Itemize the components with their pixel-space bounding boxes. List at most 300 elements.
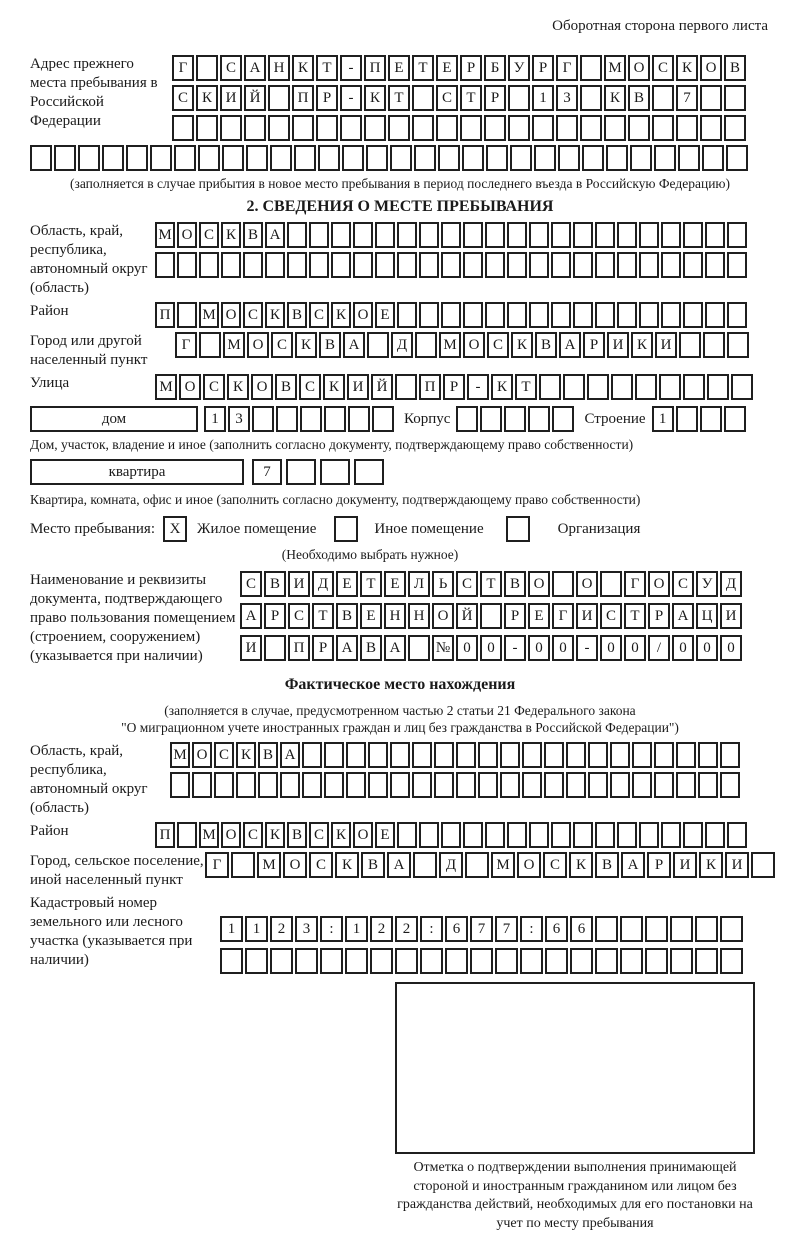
char-cell[interactable]: 1 [204, 406, 226, 432]
char-cell[interactable] [300, 406, 322, 432]
char-cell[interactable]: О [247, 332, 269, 358]
char-cell[interactable] [588, 772, 608, 798]
char-cell[interactable]: В [361, 852, 385, 878]
char-cell[interactable]: 2 [395, 916, 418, 942]
char-cell[interactable]: К [631, 332, 653, 358]
char-cell[interactable]: Е [436, 55, 458, 81]
char-cell[interactable]: М [604, 55, 626, 81]
char-cell[interactable]: Н [384, 603, 406, 629]
char-cell[interactable] [366, 145, 388, 171]
char-cell[interactable] [529, 222, 549, 248]
char-cell[interactable] [532, 115, 554, 141]
char-cell[interactable] [654, 145, 676, 171]
char-cell[interactable]: И [220, 85, 242, 111]
char-cell[interactable]: Ь [432, 571, 454, 597]
char-cell[interactable]: В [336, 603, 358, 629]
char-cell[interactable]: Т [480, 571, 502, 597]
char-cell[interactable] [252, 406, 274, 432]
char-cell[interactable] [420, 948, 443, 974]
char-cell[interactable] [276, 406, 298, 432]
char-cell[interactable] [270, 948, 293, 974]
char-cell[interactable]: 3 [295, 916, 318, 942]
char-cell[interactable] [172, 115, 194, 141]
char-cell[interactable]: М [155, 222, 175, 248]
char-cell[interactable] [595, 252, 615, 278]
char-cell[interactable]: О [576, 571, 598, 597]
char-cell[interactable]: 1 [220, 916, 243, 942]
char-cell[interactable] [486, 145, 508, 171]
char-cell[interactable]: С [487, 332, 509, 358]
char-cell[interactable] [707, 374, 729, 400]
char-cell[interactable]: Г [175, 332, 197, 358]
char-cell[interactable] [198, 145, 220, 171]
char-cell[interactable]: Е [360, 603, 382, 629]
char-cell[interactable] [604, 115, 626, 141]
char-cell[interactable]: 7 [495, 916, 518, 942]
char-cell[interactable] [264, 635, 286, 661]
char-cell[interactable]: К [221, 222, 241, 248]
char-cell[interactable]: 1 [345, 916, 368, 942]
char-cell[interactable]: М [199, 822, 219, 848]
char-cell[interactable]: Р [264, 603, 286, 629]
char-cell[interactable] [529, 302, 549, 328]
char-cell[interactable]: С [203, 374, 225, 400]
char-cell[interactable] [529, 822, 549, 848]
char-cell[interactable]: П [155, 822, 175, 848]
char-cell[interactable] [463, 222, 483, 248]
char-cell[interactable]: 6 [570, 916, 593, 942]
char-cell[interactable] [353, 222, 373, 248]
char-cell[interactable] [460, 115, 482, 141]
char-cell[interactable]: О [528, 571, 550, 597]
char-cell[interactable] [324, 406, 346, 432]
char-cell[interactable]: В [628, 85, 650, 111]
char-cell[interactable]: С [652, 55, 674, 81]
char-cell[interactable] [661, 252, 681, 278]
char-cell[interactable] [318, 145, 340, 171]
char-cell[interactable] [324, 772, 344, 798]
char-cell[interactable]: А [387, 852, 411, 878]
char-cell[interactable]: Й [456, 603, 478, 629]
char-cell[interactable] [534, 145, 556, 171]
char-cell[interactable] [126, 145, 148, 171]
char-cell[interactable] [196, 55, 218, 81]
char-cell[interactable]: К [699, 852, 723, 878]
char-cell[interactable]: 0 [480, 635, 502, 661]
char-cell[interactable] [485, 222, 505, 248]
char-cell[interactable] [632, 742, 652, 768]
char-cell[interactable]: Е [388, 55, 410, 81]
char-cell[interactable]: И [725, 852, 749, 878]
char-cell[interactable] [150, 145, 172, 171]
char-cell[interactable]: С [600, 603, 622, 629]
char-cell[interactable] [331, 252, 351, 278]
char-cell[interactable]: В [287, 302, 307, 328]
char-cell[interactable] [270, 145, 292, 171]
char-cell[interactable] [370, 948, 393, 974]
char-cell[interactable]: У [696, 571, 718, 597]
char-cell[interactable]: А [280, 742, 300, 768]
char-cell[interactable]: Т [360, 571, 382, 597]
char-cell[interactable] [595, 222, 615, 248]
char-cell[interactable] [286, 459, 316, 485]
char-cell[interactable]: И [673, 852, 697, 878]
char-cell[interactable]: С [543, 852, 567, 878]
char-cell[interactable] [620, 948, 643, 974]
char-cell[interactable] [294, 145, 316, 171]
char-cell[interactable] [434, 772, 454, 798]
char-cell[interactable]: О [192, 742, 212, 768]
char-cell[interactable]: К [331, 302, 351, 328]
char-cell[interactable] [552, 571, 574, 597]
char-cell[interactable] [245, 948, 268, 974]
char-cell[interactable] [412, 772, 432, 798]
char-cell[interactable] [522, 772, 542, 798]
char-cell[interactable]: В [595, 852, 619, 878]
char-cell[interactable] [419, 822, 439, 848]
char-cell[interactable] [727, 302, 747, 328]
char-cell[interactable]: О [517, 852, 541, 878]
char-cell[interactable] [727, 332, 749, 358]
char-cell[interactable] [720, 948, 743, 974]
char-cell[interactable] [654, 742, 674, 768]
char-cell[interactable] [610, 772, 630, 798]
char-cell[interactable] [292, 115, 314, 141]
char-cell[interactable]: 7 [470, 916, 493, 942]
char-cell[interactable] [413, 852, 437, 878]
char-cell[interactable] [480, 603, 502, 629]
char-cell[interactable] [520, 948, 543, 974]
char-cell[interactable]: С [299, 374, 321, 400]
char-cell[interactable]: Д [439, 852, 463, 878]
char-cell[interactable] [724, 406, 746, 432]
char-cell[interactable] [544, 772, 564, 798]
char-cell[interactable] [434, 742, 454, 768]
char-cell[interactable] [683, 374, 705, 400]
char-cell[interactable] [462, 145, 484, 171]
char-cell[interactable]: А [559, 332, 581, 358]
char-cell[interactable] [231, 852, 255, 878]
char-cell[interactable] [243, 252, 263, 278]
char-cell[interactable]: К [292, 55, 314, 81]
char-cell[interactable] [654, 772, 674, 798]
char-cell[interactable] [551, 252, 571, 278]
char-cell[interactable]: В [319, 332, 341, 358]
char-cell[interactable]: П [292, 85, 314, 111]
char-cell[interactable] [508, 115, 530, 141]
char-cell[interactable]: 0 [696, 635, 718, 661]
char-cell[interactable]: К [335, 852, 359, 878]
char-cell[interactable] [595, 948, 618, 974]
char-cell[interactable] [731, 374, 753, 400]
char-cell[interactable] [510, 145, 532, 171]
char-cell[interactable] [695, 948, 718, 974]
char-cell[interactable] [485, 302, 505, 328]
char-cell[interactable]: К [236, 742, 256, 768]
char-cell[interactable] [573, 302, 593, 328]
char-cell[interactable] [287, 222, 307, 248]
char-cell[interactable]: В [504, 571, 526, 597]
char-cell[interactable] [645, 916, 668, 942]
char-cell[interactable]: С [288, 603, 310, 629]
char-cell[interactable] [570, 948, 593, 974]
char-cell[interactable] [635, 374, 657, 400]
char-cell[interactable] [676, 772, 696, 798]
char-cell[interactable] [700, 115, 722, 141]
char-cell[interactable]: 0 [456, 635, 478, 661]
char-cell[interactable] [606, 145, 628, 171]
char-cell[interactable]: В [360, 635, 382, 661]
char-cell[interactable] [639, 822, 659, 848]
char-cell[interactable]: И [720, 603, 742, 629]
char-cell[interactable]: К [227, 374, 249, 400]
char-cell[interactable] [580, 115, 602, 141]
char-cell[interactable]: 0 [528, 635, 550, 661]
char-cell[interactable]: - [340, 85, 362, 111]
char-cell[interactable]: К [265, 302, 285, 328]
char-cell[interactable] [220, 115, 242, 141]
char-cell[interactable] [720, 772, 740, 798]
char-cell[interactable] [587, 374, 609, 400]
char-cell[interactable] [566, 772, 586, 798]
char-cell[interactable]: П [288, 635, 310, 661]
char-cell[interactable]: С [220, 55, 242, 81]
char-cell[interactable] [504, 406, 526, 432]
char-cell[interactable] [645, 948, 668, 974]
char-cell[interactable]: Р [504, 603, 526, 629]
char-cell[interactable]: Т [515, 374, 537, 400]
char-cell[interactable] [397, 222, 417, 248]
char-cell[interactable]: 0 [624, 635, 646, 661]
char-cell[interactable]: Р [648, 603, 670, 629]
char-cell[interactable]: / [648, 635, 670, 661]
char-cell[interactable]: М [439, 332, 461, 358]
char-cell[interactable] [720, 916, 743, 942]
char-cell[interactable]: О [221, 822, 241, 848]
char-cell[interactable] [724, 115, 746, 141]
char-cell[interactable]: 0 [672, 635, 694, 661]
char-cell[interactable] [507, 822, 527, 848]
char-cell[interactable] [395, 374, 417, 400]
char-cell[interactable]: : [420, 916, 443, 942]
char-cell[interactable] [639, 222, 659, 248]
char-cell[interactable] [316, 115, 338, 141]
char-cell[interactable]: Е [384, 571, 406, 597]
char-cell[interactable] [600, 571, 622, 597]
char-cell[interactable] [529, 252, 549, 278]
char-cell[interactable] [397, 302, 417, 328]
char-cell[interactable] [78, 145, 100, 171]
char-cell[interactable] [507, 302, 527, 328]
char-cell[interactable]: Г [556, 55, 578, 81]
char-cell[interactable] [507, 222, 527, 248]
char-cell[interactable]: О [177, 222, 197, 248]
char-cell[interactable] [700, 406, 722, 432]
char-cell[interactable]: - [340, 55, 362, 81]
char-cell[interactable] [220, 948, 243, 974]
char-cell[interactable] [412, 742, 432, 768]
char-cell[interactable]: 0 [600, 635, 622, 661]
char-cell[interactable]: И [655, 332, 677, 358]
char-cell[interactable] [390, 772, 410, 798]
char-cell[interactable]: И [240, 635, 262, 661]
char-cell[interactable] [390, 742, 410, 768]
char-cell[interactable]: С [309, 852, 333, 878]
char-cell[interactable]: О [432, 603, 454, 629]
char-cell[interactable] [632, 772, 652, 798]
char-cell[interactable]: 6 [445, 916, 468, 942]
char-cell[interactable] [705, 822, 725, 848]
char-cell[interactable] [544, 742, 564, 768]
char-cell[interactable]: 1 [532, 85, 554, 111]
char-cell[interactable]: И [576, 603, 598, 629]
char-cell[interactable]: Р [583, 332, 605, 358]
char-cell[interactable] [705, 252, 725, 278]
char-cell[interactable] [617, 822, 637, 848]
char-cell[interactable] [676, 406, 698, 432]
char-cell[interactable] [702, 145, 724, 171]
char-cell[interactable]: Р [443, 374, 465, 400]
char-cell[interactable] [628, 115, 650, 141]
char-cell[interactable]: К [295, 332, 317, 358]
char-cell[interactable] [221, 252, 241, 278]
char-cell[interactable] [372, 406, 394, 432]
char-cell[interactable] [683, 822, 703, 848]
char-cell[interactable] [236, 772, 256, 798]
char-cell[interactable]: В [243, 222, 263, 248]
char-cell[interactable]: О [221, 302, 241, 328]
char-cell[interactable] [258, 772, 278, 798]
char-cell[interactable]: Г [205, 852, 229, 878]
char-cell[interactable]: М [170, 742, 190, 768]
char-cell[interactable]: К [569, 852, 593, 878]
char-cell[interactable]: Л [408, 571, 430, 597]
char-cell[interactable]: 2 [370, 916, 393, 942]
char-cell[interactable] [545, 948, 568, 974]
char-cell[interactable]: : [320, 916, 343, 942]
char-cell[interactable] [438, 145, 460, 171]
char-cell[interactable] [500, 742, 520, 768]
char-cell[interactable] [196, 115, 218, 141]
char-cell[interactable]: Е [336, 571, 358, 597]
kvartira-field[interactable]: квартира [30, 459, 244, 485]
char-cell[interactable] [414, 145, 436, 171]
char-cell[interactable]: К [676, 55, 698, 81]
char-cell[interactable]: С [214, 742, 234, 768]
char-cell[interactable]: К [323, 374, 345, 400]
char-cell[interactable]: Д [312, 571, 334, 597]
char-cell[interactable]: К [331, 822, 351, 848]
char-cell[interactable]: А [336, 635, 358, 661]
char-cell[interactable] [695, 916, 718, 942]
char-cell[interactable] [192, 772, 212, 798]
char-cell[interactable]: Т [460, 85, 482, 111]
char-cell[interactable]: О [700, 55, 722, 81]
char-cell[interactable] [463, 252, 483, 278]
char-cell[interactable]: В [287, 822, 307, 848]
char-cell[interactable]: Н [268, 55, 290, 81]
char-cell[interactable] [177, 252, 197, 278]
char-cell[interactable]: 1 [652, 406, 674, 432]
char-cell[interactable] [580, 85, 602, 111]
char-cell[interactable] [595, 302, 615, 328]
char-cell[interactable] [199, 332, 221, 358]
char-cell[interactable] [309, 252, 329, 278]
char-cell[interactable] [222, 145, 244, 171]
char-cell[interactable] [573, 822, 593, 848]
char-cell[interactable]: А [244, 55, 266, 81]
char-cell[interactable] [368, 742, 388, 768]
char-cell[interactable]: И [607, 332, 629, 358]
char-cell[interactable]: 2 [270, 916, 293, 942]
char-cell[interactable]: 3 [228, 406, 250, 432]
char-cell[interactable] [170, 772, 190, 798]
char-cell[interactable] [412, 115, 434, 141]
char-cell[interactable] [324, 742, 344, 768]
char-cell[interactable] [652, 85, 674, 111]
char-cell[interactable] [500, 772, 520, 798]
char-cell[interactable] [354, 459, 384, 485]
char-cell[interactable] [508, 85, 530, 111]
char-cell[interactable] [280, 772, 300, 798]
checkbox-zhiloe[interactable]: X [163, 516, 187, 542]
char-cell[interactable] [678, 145, 700, 171]
char-cell[interactable]: А [240, 603, 262, 629]
char-cell[interactable] [246, 145, 268, 171]
char-cell[interactable] [751, 852, 775, 878]
char-cell[interactable]: М [155, 374, 177, 400]
char-cell[interactable]: А [265, 222, 285, 248]
char-cell[interactable] [522, 742, 542, 768]
char-cell[interactable] [265, 252, 285, 278]
char-cell[interactable] [661, 302, 681, 328]
char-cell[interactable] [610, 742, 630, 768]
char-cell[interactable] [661, 822, 681, 848]
char-cell[interactable] [563, 374, 585, 400]
char-cell[interactable] [478, 742, 498, 768]
dom-field[interactable]: дом [30, 406, 198, 432]
char-cell[interactable]: О [628, 55, 650, 81]
char-cell[interactable] [346, 742, 366, 768]
char-cell[interactable]: Й [371, 374, 393, 400]
char-cell[interactable] [397, 822, 417, 848]
char-cell[interactable] [556, 115, 578, 141]
char-cell[interactable]: Т [624, 603, 646, 629]
char-cell[interactable] [463, 302, 483, 328]
char-cell[interactable] [727, 822, 747, 848]
char-cell[interactable] [507, 252, 527, 278]
char-cell[interactable] [670, 916, 693, 942]
char-cell[interactable]: : [520, 916, 543, 942]
char-cell[interactable]: - [504, 635, 526, 661]
char-cell[interactable] [214, 772, 234, 798]
char-cell[interactable]: О [648, 571, 670, 597]
char-cell[interactable]: М [491, 852, 515, 878]
char-cell[interactable] [661, 222, 681, 248]
char-cell[interactable]: Н [408, 603, 430, 629]
char-cell[interactable] [617, 302, 637, 328]
char-cell[interactable]: С [309, 302, 329, 328]
char-cell[interactable] [465, 852, 489, 878]
char-cell[interactable]: П [419, 374, 441, 400]
char-cell[interactable]: К [491, 374, 513, 400]
char-cell[interactable]: Т [412, 55, 434, 81]
char-cell[interactable]: К [196, 85, 218, 111]
char-cell[interactable]: Б [484, 55, 506, 81]
char-cell[interactable]: Р [312, 635, 334, 661]
char-cell[interactable]: 7 [252, 459, 282, 485]
char-cell[interactable] [364, 115, 386, 141]
